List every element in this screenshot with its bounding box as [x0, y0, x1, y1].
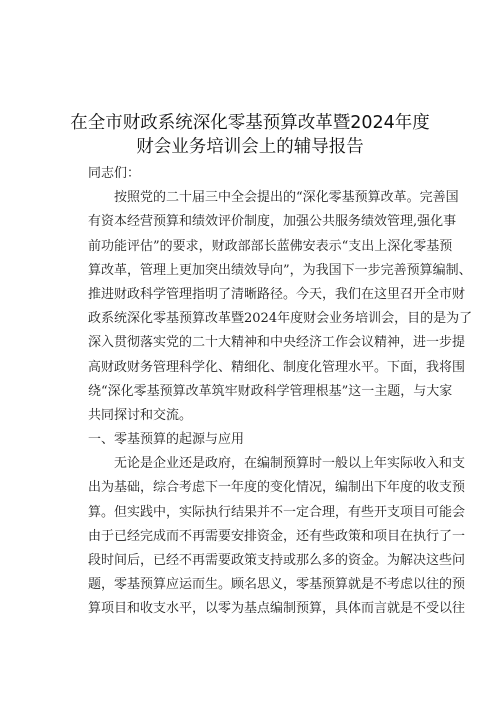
paragraph-2-line: 由于已经完成而不再需要安排资金，还有些政策和项目在执行了一 — [88, 528, 466, 544]
paragraph-2-line: 算。但实践中，实际执行结果并不一定合理，有些开支项目可能会 — [88, 504, 466, 520]
paragraph-1-line: 有资本经营预算和绩效评价制度，加强公共服务绩效管理,强化事 — [88, 214, 457, 230]
paragraph-1-line: 共同探讨和交流。 — [88, 407, 193, 423]
paragraph-1-line: 算改革，管理上更加突出绩效导向”，为我国下一步完善预算编制、 — [88, 262, 472, 278]
paragraph-2-line: 段时间后，已经不再需要政策支持或那么多的资金。为解决这些问 — [88, 553, 466, 568]
paragraph-1-line: 高财政财务管理科学化、精细化、制度化管理水平。下面，我将围 — [88, 359, 466, 375]
paragraph-2-line: 出为基础，综合考虑下一年度的变化情况，编制出下年度的收支预 — [88, 480, 466, 496]
paragraph-1-line: 按照党的二十届三中全会提出的“深化零基预算改革。完善国 — [114, 190, 459, 206]
paragraph-1-line: 前功能评估”的要求，财政部部长蓝佛安表示“支出上深化零基预 — [88, 238, 453, 254]
salutation: 同志们： — [88, 166, 141, 181]
document-title-line-1: 在全市财政系统深化零基预算改革暨2024年度 — [70, 113, 430, 133]
section-heading: 一、零基预算的起源与应用 — [88, 432, 245, 448]
paragraph-2-line: 题，零基预算应运而生。顾名思义，零基预算就是不考虑以往的预 — [88, 577, 466, 593]
document-title-line-2: 财会业务培训会上的辅导报告 — [136, 137, 364, 157]
paragraph-2-line: 算项目和收支水平，以零为基点编制预算，具体而言就是不受以往 — [88, 601, 466, 617]
paragraph-2-line: 无论是企业还是政府，在编制预算时一般以上年实际收入和支 — [114, 456, 466, 472]
document-body — [88, 162, 473, 622]
paragraph-1-line: 深入贯彻落实党的二十大精神和中央经济工作会议精神，进一步提 — [88, 335, 466, 351]
paragraph-1-line: 政系统深化零基预算改革暨2024年度财会业务培训会，目的是为了 — [88, 311, 473, 327]
paragraph-1-line: 推进财政科学管理指明了清晰路径。今天，我们在这里召开全市财 — [88, 286, 466, 302]
paragraph-1-line: 绕“深化零基预算改革筑牢财政科学管理根基”这一主题，与大家 — [88, 383, 453, 399]
